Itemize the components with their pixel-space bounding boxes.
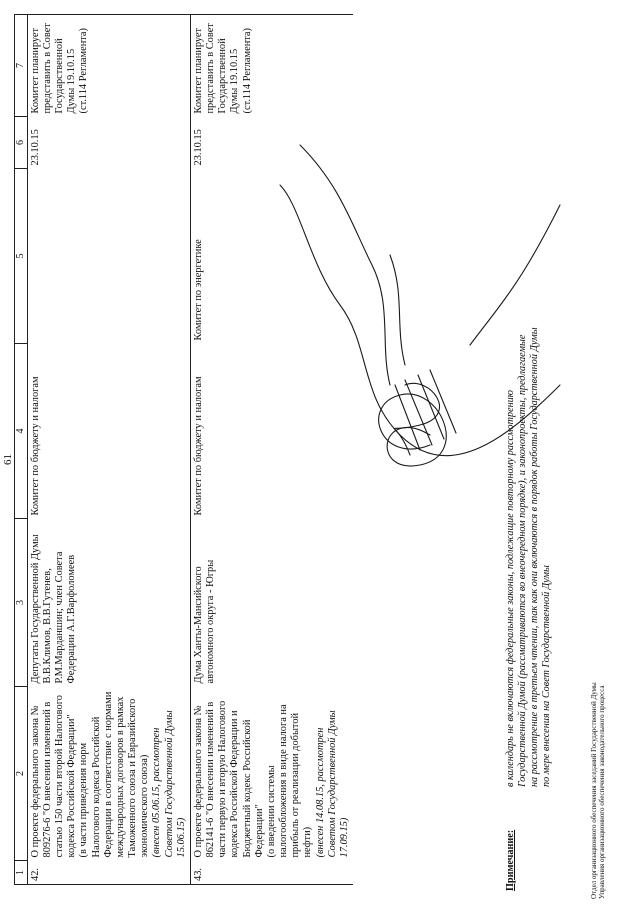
review-date: 23.10.15 bbox=[27, 117, 190, 169]
page-number: 61 bbox=[2, 454, 14, 465]
bill-authors: Депутаты Государственной Думы В.В.Климов, В.В.Гутенев, Р.М.Марданшин; член Совета Федерации А.Г.Варфоломеев bbox=[27, 519, 190, 687]
column-number-row bbox=[15, 15, 28, 885]
col-header-6: 6 bbox=[15, 117, 28, 169]
table-row bbox=[190, 15, 353, 885]
bill-status-note: (внесен 05.06.15, рассмотрен Советом Государственной Думы 15.06.15) bbox=[151, 710, 187, 858]
col-header-5: 5 bbox=[15, 169, 28, 344]
agenda-table bbox=[14, 14, 353, 885]
bill-description bbox=[190, 687, 353, 861]
bill-description bbox=[27, 687, 190, 861]
footer-line: Отдел организационного обеспечения заседаний Государственной Думы bbox=[590, 682, 598, 899]
review-date: 23.10.15 bbox=[190, 117, 353, 169]
col-header-3: 3 bbox=[15, 519, 28, 687]
department-footer bbox=[590, 682, 606, 899]
remark: Комитет планирует представить в Совет Государственной Думы 19.10.15 (ст.114 Регламента) bbox=[190, 15, 353, 117]
footnote-label: Примечание: bbox=[505, 829, 516, 891]
footnote-text: в календарь не включаются федеральные законы, подлежащие повторному рассмотрению Государственной Думой (рассматриваются во внеочередном порядке), и законопроекты, предлагаемые на рассмотрение в третьем чтении, так как они включаются в порядок работы Государственной Думы по мере внесения на Совет Государственной Думы bbox=[505, 327, 553, 787]
col-header-2: 2 bbox=[15, 687, 28, 861]
row-number: 42. bbox=[27, 861, 190, 885]
bill-authors: Дума Ханты-Мансийского автономного округа - Югры bbox=[190, 519, 353, 687]
bill-title: О проекте федерального закона № 862141-6 "О внесении изменений в части первую и вторую Налогового кодекса Российской Федерации и Бюджетный кодекс Российской Федерации" bbox=[192, 700, 265, 858]
bill-status-note: (внесен 14.08.15, рассмотрен Советом Государственной Думы 17.09.15) bbox=[314, 710, 350, 858]
footer-line: Управления организационного обеспечения законодательного процесса bbox=[598, 685, 607, 899]
row-number: 43. bbox=[190, 861, 353, 885]
responsible-committee: Комитет по бюджету и налогам bbox=[27, 344, 190, 519]
col-header-4: 4 bbox=[15, 344, 28, 519]
table-row bbox=[27, 15, 190, 885]
remark: Комитет планирует представить в Совет Государственной Думы 19.10.15 (ст.114 Регламента) bbox=[27, 15, 190, 117]
col-header-1: 1 bbox=[15, 861, 28, 885]
co-committee bbox=[27, 169, 190, 344]
col-header-7: 7 bbox=[15, 15, 28, 117]
bill-title: О проекте федерального закона № 809276-6 "О внесении изменений в статью 150 части второй Налогового кодекса Российской Федерации" bbox=[29, 695, 78, 858]
co-committee: Комитет по энергетике bbox=[190, 169, 353, 344]
bill-subtitle: (в части приведения норм Налогового кодекса Российской Федерации в соответствие с нормами международных договоров в рамках Таможенного союза и Евразийского экономического союза) bbox=[78, 691, 151, 858]
bill-subtitle: (о введении системы налогообложения в виде налога на прибыль от реализации добытой нефти) bbox=[265, 704, 314, 858]
responsible-committee: Комитет по бюджету и налогам bbox=[190, 344, 353, 519]
